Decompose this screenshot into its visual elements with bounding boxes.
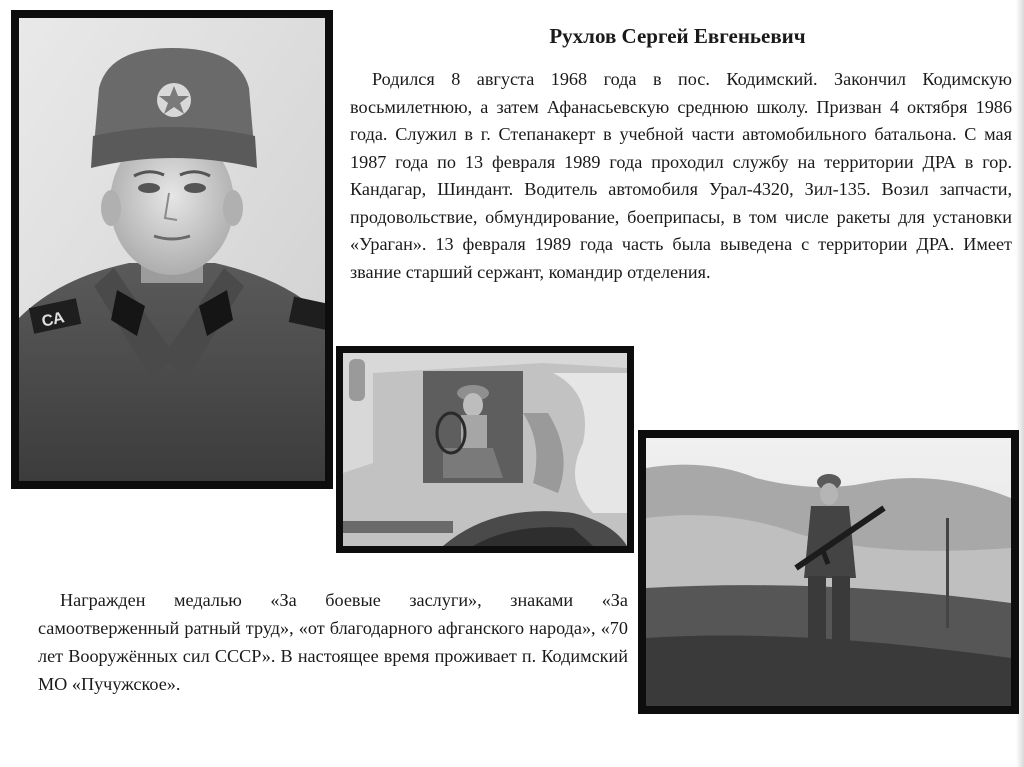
soldier-photo-image <box>646 438 1011 706</box>
portrait-photo-image <box>19 18 325 481</box>
awards-paragraph: Награжден медалью «За боевые заслуги», знаками «За самоотверженный ратный труд», «от благодарного афганского народа», «70 лет Вооружённых сил СССР». В настоящее время проживает п. Кодимский МО «Пучужское». <box>38 590 628 694</box>
soldier-photo <box>638 430 1019 714</box>
collar-text: СА <box>40 309 67 331</box>
truck-photo <box>336 346 634 553</box>
truck-photo-image <box>343 353 627 546</box>
page-title: Рухлов Сергей Евгеньевич <box>549 24 806 48</box>
portrait-photo <box>11 10 333 489</box>
biography-paragraph: Родился 8 августа 1968 года в пос. Кодимский. Закончил Кодимскую восьмилетнюю, а затем Афанасьевскую среднюю школу. Призван 4 октября 1986 года. Служил в г. Степанакерт в учебной части автомобильного батальона. С мая 1987 года по 13 февраля 1989 года проходил службу на территории ДРА в гор. Кандагар, Шиндант. Водитель автомобиля Урал-4320, Зил-135. Возил запчасти, продовольствие, обмундирование, боеприпасы, в том числе ракеты для установки «Ураган». 13 февраля 1989 года часть была выведена с территории ДРА. Имеет звание старший сержант, командир отделения. <box>350 69 1012 282</box>
